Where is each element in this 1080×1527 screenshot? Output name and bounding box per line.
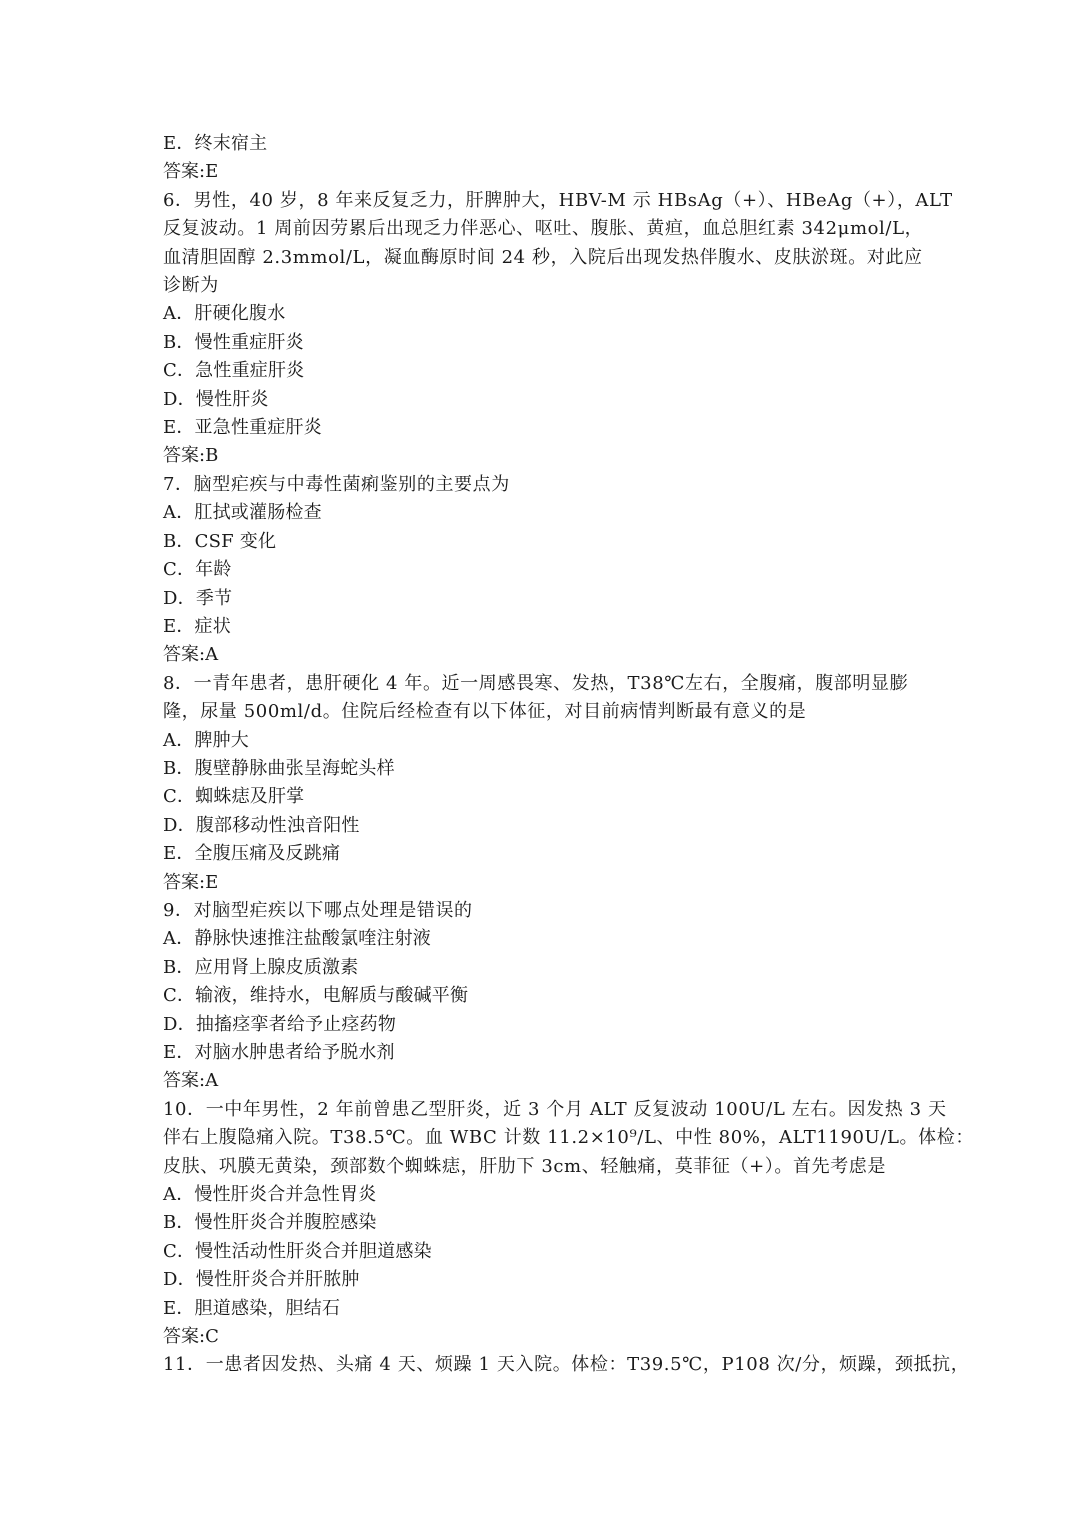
option-line: D．抽搐痉挛者给予止痉药物 [163, 1013, 397, 1035]
question-text [163, 187, 953, 301]
question-text [163, 1351, 970, 1379]
question-text [163, 471, 923, 499]
answer-line: 答案:B [163, 445, 219, 467]
option-line: B．腹壁静脉曲张呈海蛇头样 [163, 757, 395, 779]
option-line: A．肝硬化腹水 [163, 303, 286, 325]
option-line: E．全腹压痛及反跳痛 [163, 843, 341, 865]
answer-line: 答案:E [163, 161, 219, 183]
answer-line: 答案:C [163, 1326, 219, 1348]
option-line: B．CSF 变化 [163, 530, 277, 552]
question-line: 诊断为 [163, 275, 219, 297]
question-line: 9．对脑型疟疾以下哪点处理是错误的 [163, 899, 473, 921]
answer-line: 答案:E [163, 871, 219, 893]
exam-questions-content [163, 130, 974, 1380]
option-line: C．输液，维持水，电解质与酸碱平衡 [163, 985, 469, 1007]
option-line: E．终末宿主 [163, 133, 268, 154]
answer-line: 答案:A [163, 644, 219, 666]
option-line: B．慢性重症肝炎 [163, 331, 304, 353]
option-line: C．蜘蛛痣及肝掌 [163, 786, 305, 808]
question-text [163, 1096, 974, 1181]
question-line: 7．脑型疟疾与中毒性菌痢鉴别的主要点为 [163, 473, 510, 495]
option-line: B．慢性肝炎合并腹腔感染 [163, 1212, 377, 1234]
question-text [163, 897, 923, 925]
question-line: 血清胆固醇 2.3mmol/L，凝血酶原时间 24 秒，入院后出现发热伴腹水、皮肤淤斑。对此应 [163, 246, 923, 268]
option-line: D．慢性肝炎 [163, 388, 269, 410]
option-line: A．静脉快速推注盐酸氯喹注射液 [163, 928, 431, 950]
answer-line: 答案:A [163, 1070, 219, 1092]
question-line: 隆，尿量 500ml/d。住院后经检查有以下体征，对目前病情判断最有意义的是 [163, 701, 807, 723]
option-line: D．腹部移动性浊音阳性 [163, 814, 360, 836]
option-line: C．慢性活动性肝炎合并胆道感染 [163, 1240, 432, 1262]
option-line: A．肛拭或灌肠检查 [163, 502, 322, 524]
question-line: 反复波动。1 周前因劳累后出现乏力伴恶心、呕吐、腹胀、黄疸，血总胆红素 342μmol/L， [163, 218, 924, 240]
question-line: 皮肤、巩膜无黄染，颈部数个蜘蛛痣，肝肋下 3cm、轻触痛，莫菲征（+）。首先考虑是 [163, 1155, 887, 1177]
question-line: 伴右上腹隐痛入院。T38.5℃。血 WBC 计数 11.2×10⁹/L、中性 80%，ALT1190U/L。体检： [163, 1127, 974, 1149]
question-text [163, 670, 923, 727]
question-line: 11．一患者因发热、头痛 4 天、烦躁 1 天入院。体检：T39.5℃，P108 次/分，烦躁，颈抵抗， [163, 1354, 970, 1376]
option-line: E．胆道感染，胆结石 [163, 1297, 341, 1319]
option-line: D．季节 [163, 587, 233, 609]
option-line: A．脾肿大 [163, 729, 249, 751]
option-line: C．年龄 [163, 559, 232, 581]
question-line: 10．一中年男性，2 年前曾患乙型肝炎，近 3 个月 ALT 反复波动 100U/L 左右。因发热 3 天 [163, 1098, 947, 1120]
option-line: E．亚急性重症肝炎 [163, 417, 322, 439]
option-line: B．应用肾上腺皮质激素 [163, 956, 359, 978]
question-line: 8．一青年患者，患肝硬化 4 年。近一周感畏寒、发热，T38℃左右，全腹痛，腹部明显膨 [163, 672, 909, 694]
option-line: A．慢性肝炎合并急性胃炎 [163, 1184, 377, 1206]
option-line: E．对脑水肿患者给予脱水剂 [163, 1042, 395, 1063]
question-line: 6．男性，40 岁，8 年来反复乏力，肝脾肿大，HBV-M 示 HBsAg（+）、HBeAg（+），ALT [163, 189, 953, 211]
option-line: D．慢性肝炎合并肝脓肿 [163, 1269, 360, 1291]
option-line: C．急性重症肝炎 [163, 360, 305, 382]
option-line: E．症状 [163, 615, 231, 637]
